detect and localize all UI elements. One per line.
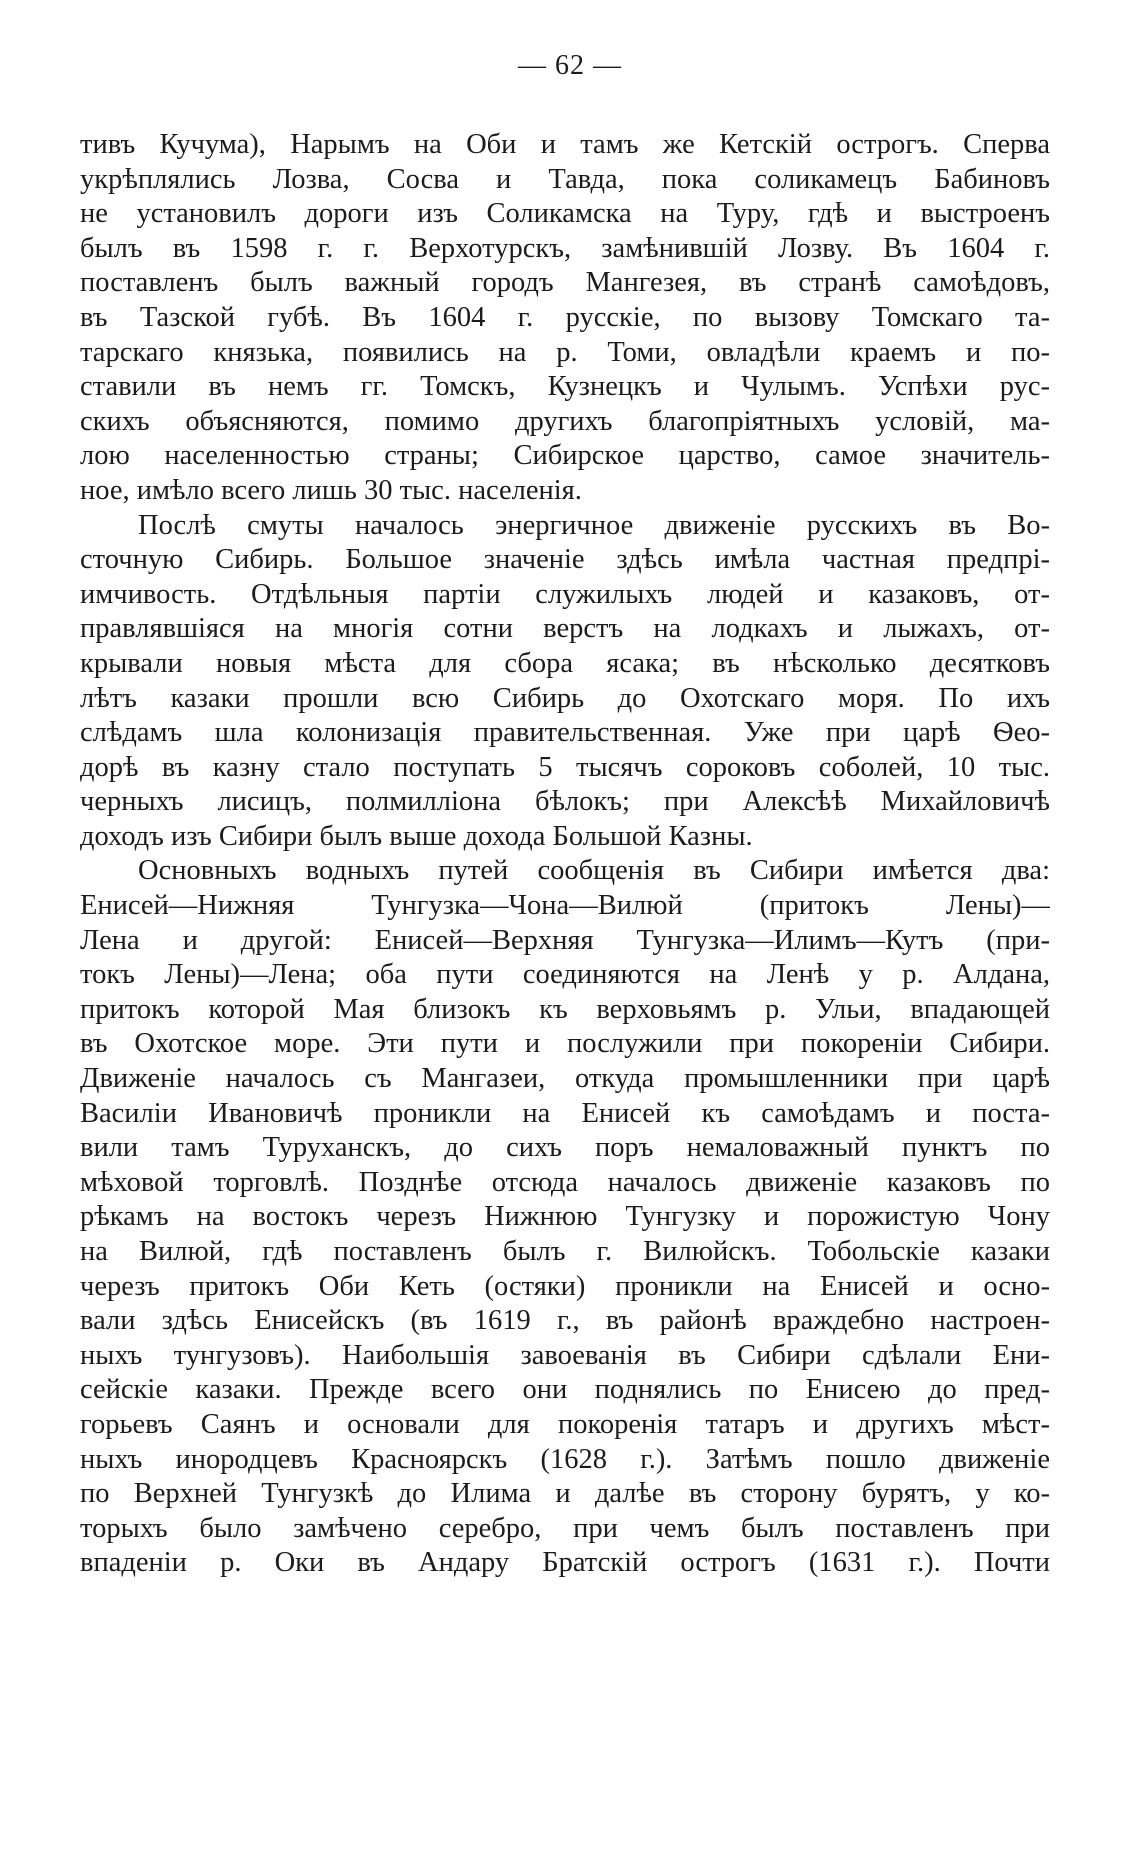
text-line: вали здѣсь Енисейскъ (въ 1619 г., въ районѣ враждебно настроен- [80, 1305, 1050, 1337]
text-line: не установилъ дороги изъ Соликамска на Туру, гдѣ и выстроенъ [80, 198, 1050, 230]
text-line: дорѣ въ казну стало поступать 5 тысячъ сороковъ соболей, 10 тыс. [80, 751, 1050, 783]
text-line: черезъ притокъ Оби Кеть (остяки) проникли на Енисей и осно- [80, 1270, 1050, 1302]
text-line: Василіи Ивановичѣ проникли на Енисей къ самоѣдамъ и поста- [80, 1097, 1050, 1129]
text-line: лою населенностью страны; Сибирское царство, самое значитель- [80, 440, 1050, 472]
paragraph-3 [80, 854, 1050, 1580]
text-line: притокъ которой Мая близокъ къ верховьямъ р. Ульи, впадающей [80, 993, 1050, 1025]
text-line: рѣкамъ на востокъ черезъ Нижнюю Тунгузку и порожистую Чону [80, 1201, 1050, 1233]
text-line: черныхъ лисицъ, полмилліона бѣлокъ; при Алексѣѣ Михайловичѣ [80, 786, 1050, 818]
text-line: сейскіе казаки. Прежде всего они поднялись по Енисею до пред- [80, 1374, 1050, 1406]
paragraph-1 [80, 128, 1050, 509]
text-line: токъ Лены)—Лена; оба пути соединяются на Ленѣ у р. Алдана, [80, 959, 1050, 991]
text-line: торыхъ было замѣчено серебро, при чемъ былъ поставленъ при [80, 1512, 1050, 1544]
text-line: доходъ изъ Сибири былъ выше дохода Большой Казны. [80, 820, 753, 852]
text-line: на Вилюй, гдѣ поставленъ былъ г. Вилюйскъ. Тобольскіе казаки [80, 1236, 1050, 1267]
text-line: Лена и другой: Енисей—Верхняя Тунгузка—Илимъ—Кутъ (при- [80, 924, 1050, 956]
text-line: былъ въ 1598 г. г. Верхотурскъ, замѣнившій Лозву. Въ 1604 г. [80, 232, 1050, 264]
text-line: слѣдамъ шла колонизація правительственная. Уже при царѣ Ѳео- [80, 717, 1050, 749]
text-line: укрѣплялись Лозва, Сосва и Тавда, пока соликамецъ Бабиновъ [80, 163, 1050, 195]
text-line: мѣховой торговлѣ. Позднѣе отсюда началось движеніе казаковъ по [80, 1166, 1050, 1198]
text-line: тивъ Кучума), Нарымъ на Оби и тамъ же Кетскій острогъ. Сперва [80, 129, 1050, 160]
paragraph-2 [80, 509, 1050, 855]
text-line: крывали новыя мѣста для сбора ясака; въ нѣсколько десятковъ [80, 647, 1050, 679]
text-line: правлявшіяся на многія сотни верстъ на лодкахъ и лыжахъ, от- [80, 613, 1050, 645]
text-body [80, 128, 1050, 1581]
text-line: тарскаго князька, появились на р. Томи, овладѣли краемъ и по- [80, 336, 1050, 368]
text-line: въ Тазской губѣ. Въ 1604 г. русскіе, по вызову Томскаго та- [80, 301, 1050, 333]
text-line: скихъ объясняются, помимо другихъ благопріятныхъ условій, ма- [80, 405, 1050, 437]
text-line: Движеніе началось съ Мангазеи, откуда промышленники при царѣ [80, 1063, 1050, 1095]
text-line: въ Охотское море. Эти пути и послужили при покореніи Сибири. [80, 1028, 1050, 1060]
text-line: ное, имѣло всего лишь 30 тыс. населенія. [80, 474, 582, 506]
text-line: сточную Сибирь. Большое значеніе здѣсь имѣла частная предпрі- [80, 544, 1050, 576]
text-line: горьевъ Саянъ и основали для покоренія татаръ и другихъ мѣст- [80, 1408, 1050, 1440]
text-line: вили тамъ Туруханскъ, до сихъ поръ немаловажный пунктъ по [80, 1132, 1050, 1164]
text-line: поставленъ былъ важный городъ Мангезея, въ странѣ самоѣдовъ, [80, 267, 1050, 299]
text-line: лѣтъ казаки прошли всю Сибирь до Охотскаго моря. По ихъ [80, 682, 1050, 714]
text-line: Послѣ смуты началось энергичное движеніе русскихъ въ Во- [138, 509, 1050, 541]
text-line: ставили въ немъ гг. Томскъ, Кузнецкъ и Чулымъ. Успѣхи рус- [80, 371, 1050, 403]
text-line: Енисей—Нижняя Тунгузка—Чона—Вилюй (притокъ Лены)— [80, 890, 1050, 922]
text-line: Основныхъ водныхъ путей сообщенія въ Сибири имѣется два: [138, 855, 1050, 887]
text-line: впаденіи р. Оки въ Андару Братскій острогъ (1631 г.). Почти [80, 1547, 1050, 1579]
text-line: имчивость. Отдѣльныя партіи служилыхъ людей и казаковъ, от- [80, 578, 1050, 610]
text-line: ныхъ тунгузовъ). Наибольшія завоеванія въ Сибири сдѣлали Ени- [80, 1339, 1050, 1371]
text-line: по Верхней Тунгузкѣ до Илима и далѣе въ сторону бурятъ, у ко- [80, 1478, 1050, 1510]
text-line: ныхъ инородцевъ Красноярскъ (1628 г.). Затѣмъ пошло движеніе [80, 1443, 1050, 1475]
page-number: — 62 — [518, 50, 622, 81]
